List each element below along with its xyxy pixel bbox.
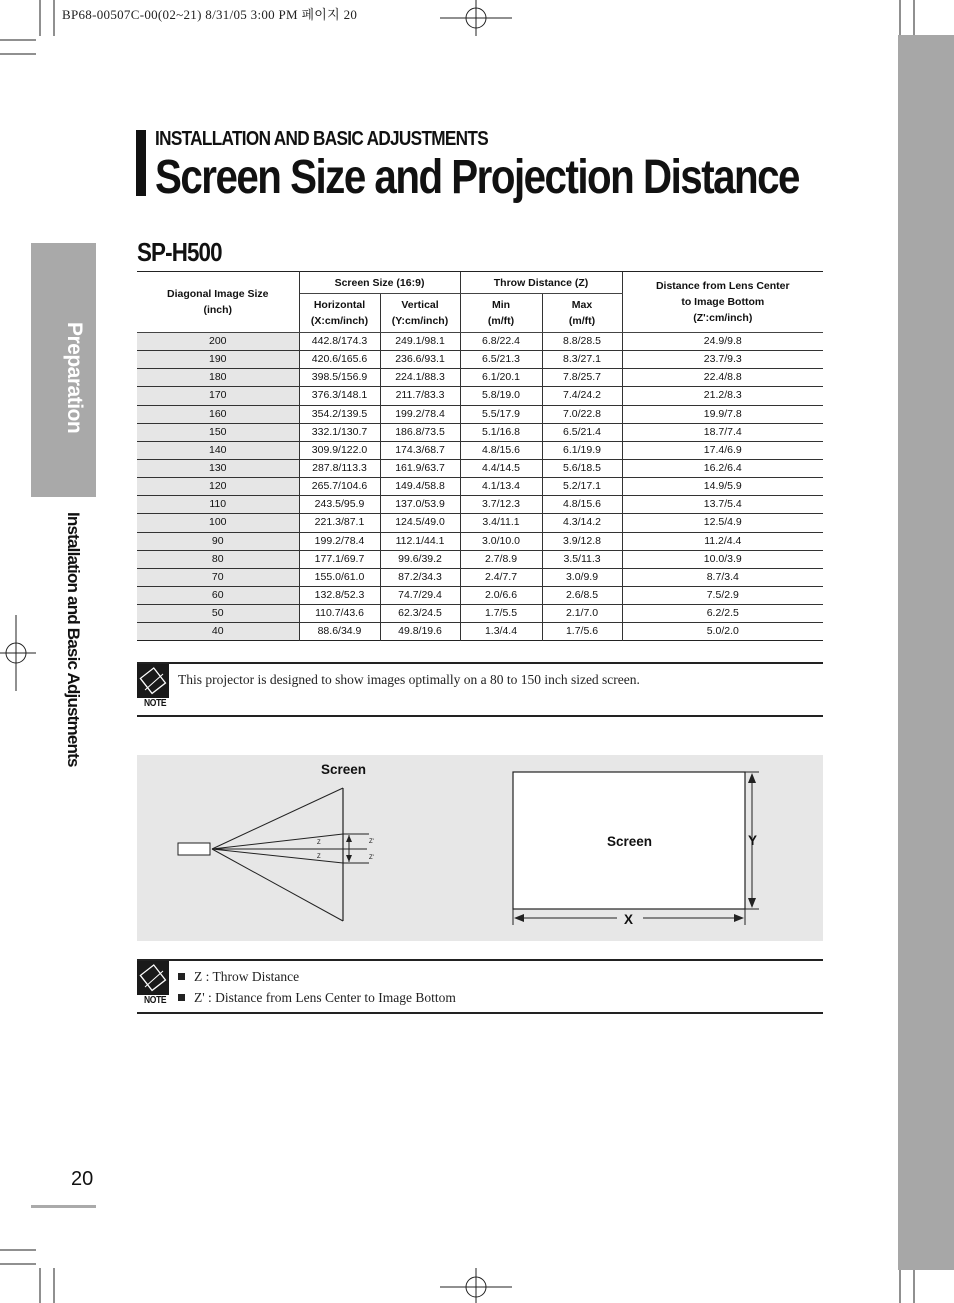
table-cell: 376.3/148.1 — [299, 387, 380, 405]
note2-label: NOTE — [144, 995, 167, 1006]
table-cell: 2.1/7.0 — [542, 605, 622, 623]
note-top-rule — [137, 662, 823, 664]
table-cell: 3.4/11.1 — [460, 514, 542, 532]
y-arrow-top — [748, 773, 756, 783]
table-row — [137, 333, 823, 351]
chapter-side-label: Installation and Basic Adjustments — [64, 512, 83, 767]
page-title: Screen Size and Projection Distance — [155, 151, 799, 204]
table-cell: 22.4/8.8 — [622, 369, 823, 387]
header-diagonal: Diagonal Image Size (inch) — [137, 272, 299, 333]
projection-ray-lower-mid — [212, 849, 343, 863]
table-cell: 4.8/15.6 — [460, 441, 542, 459]
table-cell: 19.9/7.8 — [622, 405, 823, 423]
x-arrow-left — [514, 914, 524, 922]
table-cell: 332.1/130.7 — [299, 423, 380, 441]
section-tab-label: Preparation — [63, 322, 86, 434]
projection-ray-upper-mid — [212, 834, 343, 849]
table-cell: 10.0/3.9 — [622, 550, 823, 568]
table-cell: 132.8/52.3 — [299, 586, 380, 604]
table-cell: 130 — [137, 459, 299, 477]
table-cell: 211.7/83.3 — [380, 387, 460, 405]
table-row — [137, 405, 823, 423]
front-screen-label: Screen — [607, 834, 653, 849]
table-cell: 6.2/2.5 — [622, 605, 823, 623]
projection-ray-top — [212, 788, 343, 849]
table-cell: 23.7/9.3 — [622, 351, 823, 369]
table-cell: 4.4/14.5 — [460, 459, 542, 477]
table-cell: 177.1/69.7 — [299, 550, 380, 568]
table-cell: 90 — [137, 532, 299, 550]
table-cell: 398.5/156.9 — [299, 369, 380, 387]
table-cell: 224.1/88.3 — [380, 369, 460, 387]
table-cell: 6.5/21.3 — [460, 351, 542, 369]
y-label: Y — [748, 833, 758, 848]
table-cell: 120 — [137, 478, 299, 496]
table-row — [137, 423, 823, 441]
z-prime-mark-lower: Z' — [369, 855, 374, 861]
table-cell: 249.1/98.1 — [380, 333, 460, 351]
x-label: X — [624, 912, 634, 927]
table-row — [137, 605, 823, 623]
table-cell: 160 — [137, 405, 299, 423]
table-cell: 3.5/11.3 — [542, 550, 622, 568]
table-row — [137, 478, 823, 496]
table-row — [137, 351, 823, 369]
table-cell: 8.8/28.5 — [542, 333, 622, 351]
table-cell: 7.8/25.7 — [542, 369, 622, 387]
table-cell: 12.5/4.9 — [622, 514, 823, 532]
table-row — [137, 459, 823, 477]
table-row — [137, 586, 823, 604]
table-cell: 1.7/5.5 — [460, 605, 542, 623]
page-number: 20 — [71, 1168, 94, 1190]
table-cell: 5.1/16.8 — [460, 423, 542, 441]
table-cell: 221.3/87.1 — [299, 514, 380, 532]
table-cell: 3.7/12.3 — [460, 496, 542, 514]
table-cell: 442.8/174.3 — [299, 333, 380, 351]
note2-bottom-rule — [137, 1012, 823, 1014]
table-row — [137, 532, 823, 550]
table-cell: 50 — [137, 605, 299, 623]
side-screen-label: Screen — [321, 762, 367, 777]
note2-pencil-icon — [137, 961, 169, 995]
table-cell: 5.2/17.1 — [542, 478, 622, 496]
table-cell: 265.7/104.6 — [299, 478, 380, 496]
note2-item-z-prime: Z' : Distance from Lens Center to Image Bottom — [178, 990, 456, 1006]
table-cell: 18.7/7.4 — [622, 423, 823, 441]
table-cell: 14.9/5.9 — [622, 478, 823, 496]
table-cell: 5.5/17.9 — [460, 405, 542, 423]
table-cell: 99.6/39.2 — [380, 550, 460, 568]
header-vertical: Vertical (Y:cm/inch) — [380, 294, 460, 333]
table-cell: 124.5/49.0 — [380, 514, 460, 532]
table-row — [137, 514, 823, 532]
title-accent-bar — [136, 130, 146, 196]
table-row — [137, 369, 823, 387]
table-cell: 8.3/27.1 — [542, 351, 622, 369]
table-cell: 149.4/58.8 — [380, 478, 460, 496]
y-arrow-bottom — [748, 898, 756, 908]
table-cell: 1.7/5.6 — [542, 623, 622, 641]
model-heading: SP-H500 — [137, 237, 222, 267]
table-row — [137, 441, 823, 459]
table-cell: 110 — [137, 496, 299, 514]
page-edge-band — [898, 35, 954, 1270]
table-cell: 243.5/95.9 — [299, 496, 380, 514]
bullet-icon — [178, 994, 185, 1001]
table-cell: 112.1/44.1 — [380, 532, 460, 550]
table-cell: 13.7/5.4 — [622, 496, 823, 514]
table-cell: 199.2/78.4 — [380, 405, 460, 423]
table-cell: 6.1/19.9 — [542, 441, 622, 459]
note-bottom-rule — [137, 715, 823, 717]
projector-shape — [178, 843, 210, 855]
x-arrow-right — [734, 914, 744, 922]
bullet-icon — [178, 973, 185, 980]
table-cell: 4.8/15.6 — [542, 496, 622, 514]
header-lens-distance: Distance from Lens Center to Image Bottom (Z':cm/inch) — [622, 272, 823, 333]
projection-diagram-drawing — [137, 755, 823, 941]
table-cell: 155.0/61.0 — [299, 568, 380, 586]
table-cell: 49.8/19.6 — [380, 623, 460, 641]
table-cell: 6.1/20.1 — [460, 369, 542, 387]
table-cell: 186.8/73.5 — [380, 423, 460, 441]
table-cell: 60 — [137, 586, 299, 604]
z-mark-upper: Z — [317, 840, 321, 846]
table-row — [137, 568, 823, 586]
table-row — [137, 496, 823, 514]
table-cell: 2.0/6.6 — [460, 586, 542, 604]
table-cell: 4.1/13.4 — [460, 478, 542, 496]
table-cell: 16.2/6.4 — [622, 459, 823, 477]
projection-ray-bottom — [212, 849, 343, 921]
table-cell: 21.2/8.3 — [622, 387, 823, 405]
table-cell: 17.4/6.9 — [622, 441, 823, 459]
note-text: This projector is designed to show images optimally on a 80 to 150 inch sized screen. — [178, 672, 640, 687]
table-cell: 161.9/63.7 — [380, 459, 460, 477]
table-cell: 8.7/3.4 — [622, 568, 823, 586]
table-cell: 87.2/34.3 — [380, 568, 460, 586]
table-cell: 170 — [137, 387, 299, 405]
table-cell: 4.3/14.2 — [542, 514, 622, 532]
page-number-rule — [31, 1205, 96, 1208]
table-row — [137, 623, 823, 641]
table-row — [137, 550, 823, 568]
note-pencil-icon — [137, 664, 169, 698]
header-max: Max (m/ft) — [542, 294, 622, 333]
note2-top-rule — [137, 959, 823, 961]
table-cell: 100 — [137, 514, 299, 532]
table-cell: 287.8/113.3 — [299, 459, 380, 477]
table-cell: 2.7/8.9 — [460, 550, 542, 568]
table-cell: 236.6/93.1 — [380, 351, 460, 369]
table-cell: 5.0/2.0 — [622, 623, 823, 641]
table-cell: 24.9/9.8 — [622, 333, 823, 351]
note2-item-z: Z : Throw Distance — [178, 969, 299, 985]
z-prime-mark-upper: Z' — [369, 839, 374, 845]
table-cell: 7.5/2.9 — [622, 586, 823, 604]
header-throw-distance: Throw Distance (Z) — [460, 272, 622, 294]
table-row — [137, 387, 823, 405]
table-cell: 174.3/68.7 — [380, 441, 460, 459]
header-min: Min (m/ft) — [460, 294, 542, 333]
table-cell: 6.5/21.4 — [542, 423, 622, 441]
table-cell: 70 — [137, 568, 299, 586]
table-cell: 3.0/10.0 — [460, 532, 542, 550]
table-cell: 309.9/122.0 — [299, 441, 380, 459]
table-cell: 3.9/12.8 — [542, 532, 622, 550]
note-label: NOTE — [144, 698, 167, 709]
table-cell: 199.2/78.4 — [299, 532, 380, 550]
table-cell: 1.3/4.4 — [460, 623, 542, 641]
table-cell: 180 — [137, 369, 299, 387]
table-cell: 62.3/24.5 — [380, 605, 460, 623]
table-cell: 190 — [137, 351, 299, 369]
table-cell: 354.2/139.5 — [299, 405, 380, 423]
table-cell: 140 — [137, 441, 299, 459]
table-cell: 5.6/18.5 — [542, 459, 622, 477]
table-cell: 2.6/8.5 — [542, 586, 622, 604]
table-cell: 7.4/24.2 — [542, 387, 622, 405]
table-cell: 88.6/34.9 — [299, 623, 380, 641]
table-cell: 6.8/22.4 — [460, 333, 542, 351]
header-horizontal: Horizontal (X:cm/inch) — [299, 294, 380, 333]
print-slug: BP68-00507C-00(02~21) 8/31/05 3:00 PM 페이지 20 — [62, 7, 358, 22]
projection-distance-table — [137, 271, 823, 641]
table-cell: 150 — [137, 423, 299, 441]
table-cell: 7.0/22.8 — [542, 405, 622, 423]
table-cell: 137.0/53.9 — [380, 496, 460, 514]
table-cell: 11.2/4.4 — [622, 532, 823, 550]
section-subtitle: INSTALLATION AND BASIC ADJUSTMENTS — [155, 128, 489, 150]
table-cell: 40 — [137, 623, 299, 641]
table-cell: 74.7/29.4 — [380, 586, 460, 604]
table-cell: 110.7/43.6 — [299, 605, 380, 623]
table-cell: 3.0/9.9 — [542, 568, 622, 586]
table-cell: 420.6/165.6 — [299, 351, 380, 369]
header-screen-size: Screen Size (16:9) — [299, 272, 460, 294]
table-cell: 80 — [137, 550, 299, 568]
z-mark-lower: Z — [317, 854, 321, 860]
table-cell: 200 — [137, 333, 299, 351]
table-cell: 5.8/19.0 — [460, 387, 542, 405]
table-cell: 2.4/7.7 — [460, 568, 542, 586]
